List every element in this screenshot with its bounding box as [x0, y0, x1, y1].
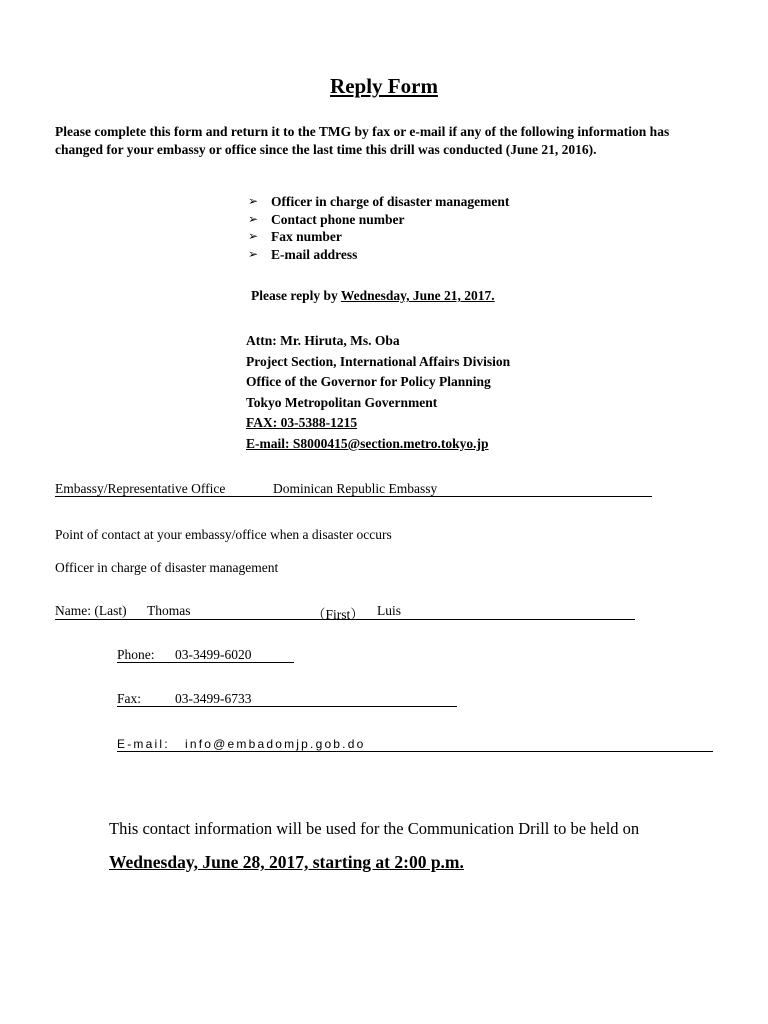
- phone-label: Phone:: [117, 647, 155, 662]
- intro-paragraph: Please complete this form and return it to the TMG by fax or e-mail if any of the following information has changed for your embassy or office since the last time this drill was conducted (June 21, 2016).: [55, 124, 670, 157]
- fax-value[interactable]: 03-3499-6733: [175, 691, 252, 706]
- fax-underline: [117, 706, 457, 707]
- email-underline: [117, 751, 713, 752]
- drill-text: This contact information will be used for the Communication Drill to be held on: [109, 819, 640, 838]
- embassy-label: Embassy/Representative Office: [55, 481, 226, 496]
- name-underline: [55, 619, 635, 620]
- reply-deadline: Please reply by Wednesday, June 21, 2017.: [251, 288, 495, 303]
- email-label: E-mail:: [117, 737, 170, 751]
- attn-fax: FAX: 03-5388-1215: [246, 415, 358, 431]
- drill-date: Wednesday, June 28, 2017, starting at 2:00 p.m.: [109, 852, 464, 872]
- name-last-value[interactable]: Thomas: [147, 603, 191, 618]
- attn-line: Attn: Mr. Hiruta, Ms. Oba: [246, 333, 400, 348]
- officer-heading: Officer in charge of disaster management: [55, 560, 279, 575]
- embassy-underline: [55, 496, 652, 497]
- phone-underline: [117, 662, 294, 663]
- list-item: ➢ E-mail address: [248, 247, 358, 263]
- list-item: ➢ Fax number: [248, 229, 342, 245]
- name-first-label: （First）: [312, 607, 364, 622]
- list-item: ➢ Contact phone number: [248, 211, 405, 227]
- page-title: Reply Form: [330, 74, 438, 98]
- attn-line: Office of the Governor for Policy Planning: [246, 374, 491, 390]
- name-first-value[interactable]: Luis: [377, 603, 402, 618]
- attention-block: [246, 331, 510, 455]
- arrow-bullet-icon: ➢: [248, 247, 259, 262]
- bullet-list: [248, 193, 509, 264]
- arrow-bullet-icon: ➢: [248, 229, 259, 244]
- arrow-bullet-icon: ➢: [248, 211, 259, 226]
- list-item: ➢ Officer in charge of disaster management: [248, 194, 510, 209]
- attn-line: Tokyo Metropolitan Government: [246, 394, 438, 410]
- attn-line: Project Section, International Affairs Division: [246, 353, 511, 369]
- phone-value[interactable]: 03-3499-6020: [175, 647, 252, 662]
- email-value[interactable]: info@embadomjp.gob.do: [185, 737, 366, 751]
- fax-label: Fax:: [117, 691, 142, 706]
- attn-email[interactable]: E-mail: S8000415@section.metro.tokyo.jp: [246, 435, 489, 451]
- embassy-value[interactable]: Dominican Republic Embassy: [273, 481, 438, 496]
- contact-heading: Point of contact at your embassy/office when a disaster occurs: [55, 527, 392, 542]
- name-last-label: Name: (Last): [55, 603, 127, 618]
- arrow-bullet-icon: ➢: [248, 194, 259, 208]
- reply-date: Wednesday, June 21, 2017.: [340, 288, 495, 303]
